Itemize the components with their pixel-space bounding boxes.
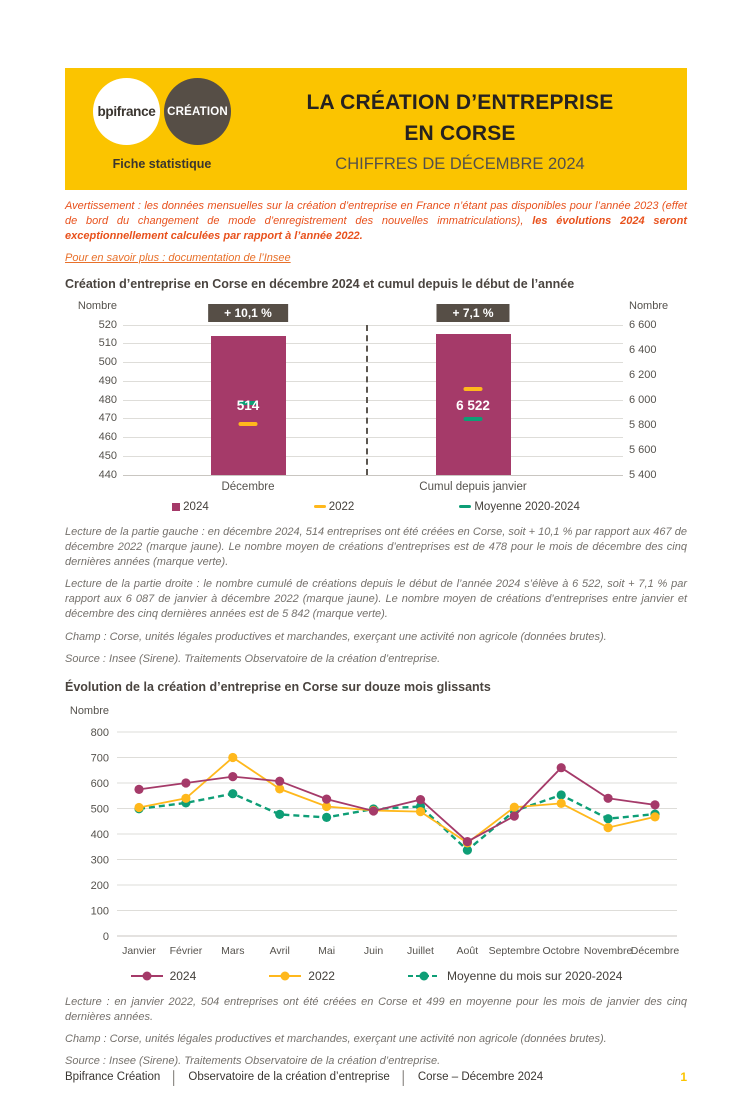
marker-2022 <box>239 422 258 426</box>
series-line <box>139 794 655 850</box>
month-label: Juin <box>363 944 384 957</box>
footer-separator: │ <box>170 1069 179 1085</box>
evolution-badge: + 10,1 % <box>208 304 288 322</box>
data-point <box>134 803 143 812</box>
marker-moyenne <box>464 417 483 421</box>
right-axis-tick: 6 000 <box>629 393 657 406</box>
y-axis-tick: 700 <box>90 752 109 765</box>
series-line <box>139 757 655 842</box>
bar-2024 <box>211 336 286 475</box>
left-axis-tick: 480 <box>98 393 117 406</box>
badge-row <box>123 299 623 325</box>
legend-label: 2022 <box>328 500 355 513</box>
right-axis-tick: 6 400 <box>629 343 657 356</box>
footer <box>65 1070 687 1115</box>
header-banner <box>65 68 687 190</box>
data-point <box>557 763 566 772</box>
right-axis-tick: 5 800 <box>629 418 657 431</box>
right-axis-tick: 6 600 <box>629 318 657 331</box>
note-source-ligne: Source : Insee (Sirene). Traitements Observatoire de la création d’entreprise. <box>65 1055 441 1068</box>
warning-notice-text: Avertissement : les données mensuelles sur la création d’entreprise en France n’étant pas disponibles pour l’année 2023 (effet de bord du changement de mode d’enregistrement des nouvelles immatriculations), <box>65 200 687 228</box>
gridline <box>123 456 623 457</box>
legend-item <box>459 501 580 513</box>
y-axis-tick: 600 <box>90 777 109 790</box>
page-number: 1 <box>680 1070 687 1085</box>
legend-swatch <box>407 970 441 982</box>
warning-notice-bold: les évolutions 2024 seront exceptionnellement calculées par rapport à l’année 2022. <box>65 215 687 243</box>
legend-swatch <box>130 970 164 982</box>
creation-logo-text: CRÉATION <box>167 105 228 118</box>
data-point <box>369 806 378 815</box>
bar-value-label: 514 <box>236 398 260 414</box>
footer-region-date: Corse – Décembre 2024 <box>417 1071 544 1084</box>
bar-x-labels <box>123 475 623 497</box>
month-label: Octobre <box>542 944 580 957</box>
data-point <box>650 812 659 821</box>
left-axis-tick: 470 <box>98 412 117 425</box>
right-axis-ticks <box>629 318 687 481</box>
month-label: Novembre <box>583 944 633 957</box>
y-axis-tick: 0 <box>102 930 109 943</box>
gridline <box>123 381 623 382</box>
data-point <box>228 753 237 762</box>
footer-separator: │ <box>399 1069 408 1085</box>
series-line <box>139 768 655 842</box>
insee-link-line <box>65 252 687 264</box>
y-axis-tick: 200 <box>90 879 109 892</box>
right-axis-label: Nombre <box>629 299 669 312</box>
bar-plot-area <box>123 325 623 475</box>
data-point <box>228 789 237 798</box>
month-label: Avril <box>269 944 290 957</box>
legend-item <box>172 501 209 513</box>
left-axis-label: Nombre <box>77 299 117 312</box>
marker-2022 <box>464 387 483 391</box>
right-axis-tick: 5 400 <box>629 468 657 481</box>
y-axis-tick: 400 <box>90 828 109 841</box>
month-label: Juillet <box>407 944 434 957</box>
data-point <box>557 790 566 799</box>
bar-chart-notes <box>65 525 687 667</box>
note-champ: Champ : Corse, unités légales productives et marchandes, exerçant une activité non agricole (données brutes). <box>65 630 607 643</box>
bar-chart-legend <box>65 501 687 513</box>
data-point <box>604 823 613 832</box>
legend-label: 2024 <box>183 500 209 513</box>
panel-divider <box>366 325 368 475</box>
data-point <box>181 794 190 803</box>
data-point <box>275 776 284 785</box>
note-lecture-gauche: Lecture de la partie gauche : en décembre 2024, 514 entreprises ont été créées en Corse, soit + 10,1 % par rapport aux 467 de décembre 2022 (marque jaune). Le nombre moyen de créations d’entreprises est de 478 pour le mois de décembre des cinq dernières années (marque verte). <box>65 525 687 568</box>
gridline <box>123 343 623 344</box>
warning-notice <box>65 199 687 245</box>
left-axis-tick: 450 <box>98 449 117 462</box>
month-label: Janvier <box>122 944 156 957</box>
y-axis-tick: 800 <box>90 726 109 739</box>
data-point <box>322 794 331 803</box>
line-chart-legend <box>65 969 687 983</box>
bar-chart <box>65 299 687 497</box>
data-point <box>463 837 472 846</box>
bar-value-label: 6 522 <box>456 397 490 413</box>
left-axis-tick: 460 <box>98 431 117 444</box>
line-chart-notes <box>65 995 687 1070</box>
evolution-badge: + 7,1 % <box>436 304 509 322</box>
legend-label: Moyenne du mois sur 2020-2024 <box>446 968 623 983</box>
data-point <box>275 810 284 819</box>
note-source: Source : Insee (Sirene). Traitements Observatoire de la création d’entreprise. <box>65 652 441 665</box>
gridline <box>123 437 623 438</box>
left-axis-tick: 500 <box>98 356 117 369</box>
page-title-line1: LA CRÉATION D’ENTREPRISE <box>306 91 614 115</box>
y-axis-tick: 100 <box>90 905 109 918</box>
y-axis-label: Nombre <box>69 704 109 717</box>
bar-chart-title: Création d’entreprise en Corse en décembre 2024 et cumul depuis le début de l’année <box>65 276 575 291</box>
data-point <box>181 778 190 787</box>
note-lecture-ligne: Lecture : en janvier 2022, 504 entreprises ont été créées en Corse et 499 en moyenne pour les mois de janvier des cinq dernières années. <box>65 995 687 1024</box>
data-point <box>134 785 143 794</box>
legend-label: Moyenne 2020-2024 <box>474 500 580 513</box>
tagline: Fiche statistique <box>112 157 212 171</box>
gridline <box>123 362 623 363</box>
left-axis-tick: 490 <box>98 374 117 387</box>
line-chart-title: Évolution de la création d’entreprise en Corse sur douze mois glissants <box>65 679 491 694</box>
data-point <box>510 802 519 811</box>
month-label: Août <box>456 944 479 957</box>
footer-observatoire: Observatoire de la création d’entreprise <box>188 1071 390 1084</box>
legend-label: 2024 <box>169 968 197 983</box>
gridline <box>123 418 623 419</box>
legend-item <box>314 501 355 513</box>
line-chart-svg <box>65 700 687 962</box>
y-axis-tick: 500 <box>90 803 109 816</box>
month-label: Décembre <box>630 944 680 957</box>
data-point <box>650 800 659 809</box>
bpifrance-logo-text: bpifrance <box>97 104 156 119</box>
left-axis-tick: 520 <box>98 318 117 331</box>
data-point <box>228 772 237 781</box>
data-point <box>557 799 566 808</box>
gridline <box>123 325 623 326</box>
data-point <box>322 813 331 822</box>
line-chart <box>65 700 687 967</box>
legend-item <box>407 969 622 983</box>
data-point <box>604 794 613 803</box>
bpifrance-logo <box>93 78 160 145</box>
legend-item <box>130 969 197 983</box>
legend-label: 2022 <box>308 968 335 983</box>
bar-category-label: Cumul depuis janvier <box>419 480 527 493</box>
month-label: Mai <box>318 944 336 957</box>
y-axis-tick: 300 <box>90 854 109 867</box>
data-point <box>416 807 425 816</box>
bar-2024 <box>436 334 511 474</box>
left-axis-tick: 510 <box>98 337 117 350</box>
footer-brand: Bpifrance Création <box>65 1071 161 1084</box>
bar-category-label: Décembre <box>221 480 275 493</box>
data-point <box>604 814 613 823</box>
data-point <box>416 795 425 804</box>
note-lecture-droite: Lecture de la partie droite : le nombre cumulé de créations depuis le début de l’année 2024 s’élève à 6 522, soit + 7,1 % par rapport aux 6 087 de janvier à décembre 2022 (marque jaune). Le nombre moyen de créations d’entreprises entre janvier et décembre des cinq dernières années est de 5 842 (marque verte). <box>65 578 687 621</box>
page-title-line2: EN CORSE <box>404 121 516 145</box>
month-label: Mars <box>221 944 245 957</box>
left-axis-tick: 440 <box>98 468 117 481</box>
note-champ-ligne: Champ : Corse, unités légales productives et marchandes, exerçant une activité non agricole (données brutes). <box>65 1033 607 1046</box>
insee-documentation-link[interactable]: Pour en savoir plus : documentation de l’Insee <box>65 251 291 264</box>
creation-logo <box>164 78 231 145</box>
month-label: Février <box>169 944 203 957</box>
month-label: Septembre <box>488 944 540 957</box>
logo-block <box>77 76 247 184</box>
gridline <box>123 400 623 401</box>
page-subtitle: CHIFFRES DE DÉCEMBRE 2024 <box>335 154 585 173</box>
legend-item <box>268 969 335 983</box>
right-axis-tick: 6 200 <box>629 368 657 381</box>
left-axis-ticks <box>65 318 117 481</box>
right-axis-tick: 5 600 <box>629 443 657 456</box>
title-block <box>247 76 673 184</box>
legend-swatch <box>268 970 302 982</box>
data-point <box>510 811 519 820</box>
